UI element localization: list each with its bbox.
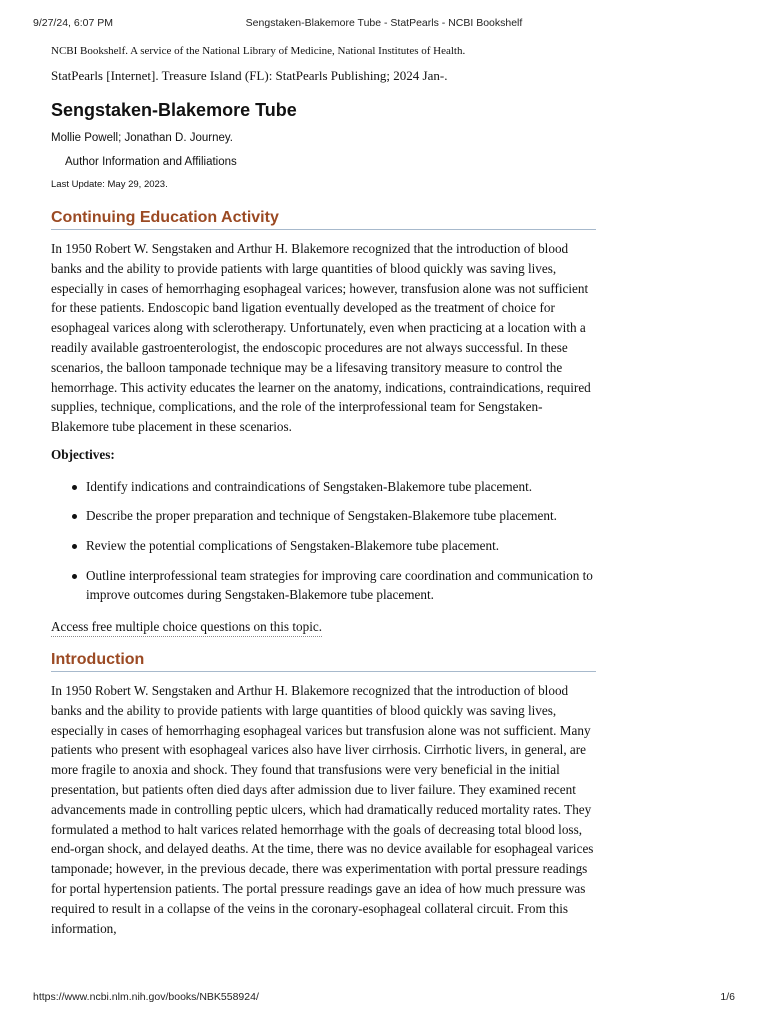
- objective-item: [51, 477, 596, 497]
- objective-text: Review the potential complications of Sengstaken-Blakemore tube placement.: [86, 537, 500, 553]
- mcq-questions-link[interactable]: Access free multiple choice questions on this topic.: [51, 617, 322, 637]
- bullet-icon: [72, 544, 77, 549]
- objective-item: [51, 506, 596, 526]
- print-page-title: Sengstaken-Blakemore Tube - StatPearls - NCBI Bookshelf: [245, 17, 523, 29]
- print-datetime: 9/27/24, 6:07 PM: [33, 17, 113, 29]
- book-citation: StatPearls [Internet]. Treasure Island (FL): StatPearls Publishing; 2024 Jan-.: [51, 68, 448, 83]
- continuing-education-paragraph: In 1950 Robert W. Sengstaken and Arthur H. Blakemore recognized that the introduction of blood banks and the ability to provide patients with large quantities of blood quickly was saving lives, especially in cases of hemorrhaging esophageal varices; however, transfusion alone was not sufficient for these patients. Endoscopic band ligation eventually developed as the treatment of choice for esophageal varices along with sclerotherapy. Unfortunately, even when practicing at a location with a readily available gastroenterologist, the endoscopic procedures are not always successful. In these scenarios, the balloon tamponade technique may be a lifesaving transitory measure to control the hemorrhage. This activity educates the learner on the anatomy, indications, contraindications, required supplies, technique, complications, and the role of the interprofessional team for Sengstaken-Blakemore tube placement in these scenarios.: [51, 241, 591, 435]
- objectives-label: Objectives:: [51, 446, 115, 462]
- objectives-list: [51, 477, 596, 605]
- section-heading-continuing-education: Continuing Education Activity: [51, 208, 596, 230]
- introduction-paragraph: In 1950 Robert W. Sengstaken and Arthur H. Blakemore recognized that the introduction of blood banks and the ability to provide patients with large quantities of blood quickly was saving lives, especially in cases of hemorrhaging esophageal varices but transfusion alone was not sufficient. Many patients who present with esophageal varices also have liver cirrhosis. Cirrhotic livers, in general, are more fragile to anoxia and shock. They found that transfusions were very beneficial in the initial presentation, but patients often died days after admission due to liver failure. They examined recent advancements made in controlling peptic ulcers, which had dramatically reduced mortality rates. They formulated a method to halt varices related hemorrhage with the goals of decreasing total blood loss, end-organ shock, and delayed deaths. At the time, there was no device available for esophageal varices tamponade; however, in the previous decade, there was experimentation with portal pressure readings for portal hypertension patients. The portal pressure readings gave an idea of how much pressure was required to result in a collapse of the veins in the coronary-esophageal collateral circuit. From this information,: [51, 682, 594, 936]
- bullet-icon: [72, 514, 77, 519]
- bullet-icon: [72, 574, 77, 579]
- print-footer: [33, 991, 735, 1007]
- page-number: 1/6: [720, 991, 735, 1003]
- print-url: https://www.ncbi.nlm.nih.gov/books/NBK558924/: [33, 991, 259, 1003]
- author-info-link[interactable]: Author Information and Affiliations: [65, 156, 237, 168]
- objective-text: Describe the proper preparation and technique of Sengstaken-Blakemore tube placement.: [86, 508, 557, 524]
- print-header: [33, 17, 735, 33]
- article-content: [51, 44, 596, 946]
- section-heading-introduction: Introduction: [51, 650, 596, 672]
- objective-text: Outline interprofessional team strategies for improving care coordination and communication to improve outcomes during Sengstaken-Blakemore tube placement.: [86, 567, 593, 603]
- objective-item: [51, 536, 596, 556]
- article-title: Sengstaken-Blakemore Tube: [51, 100, 297, 120]
- objective-item: [51, 566, 596, 606]
- last-update: Last Update: May 29, 2023.: [51, 179, 168, 190]
- objective-text: Identify indications and contraindications of Sengstaken-Blakemore tube placement.: [86, 478, 533, 494]
- bullet-icon: [72, 485, 77, 490]
- author-list: Mollie Powell; Jonathan D. Journey.: [51, 132, 233, 144]
- bookshelf-notice: NCBI Bookshelf. A service of the National Library of Medicine, National Institutes of Health.: [51, 45, 466, 57]
